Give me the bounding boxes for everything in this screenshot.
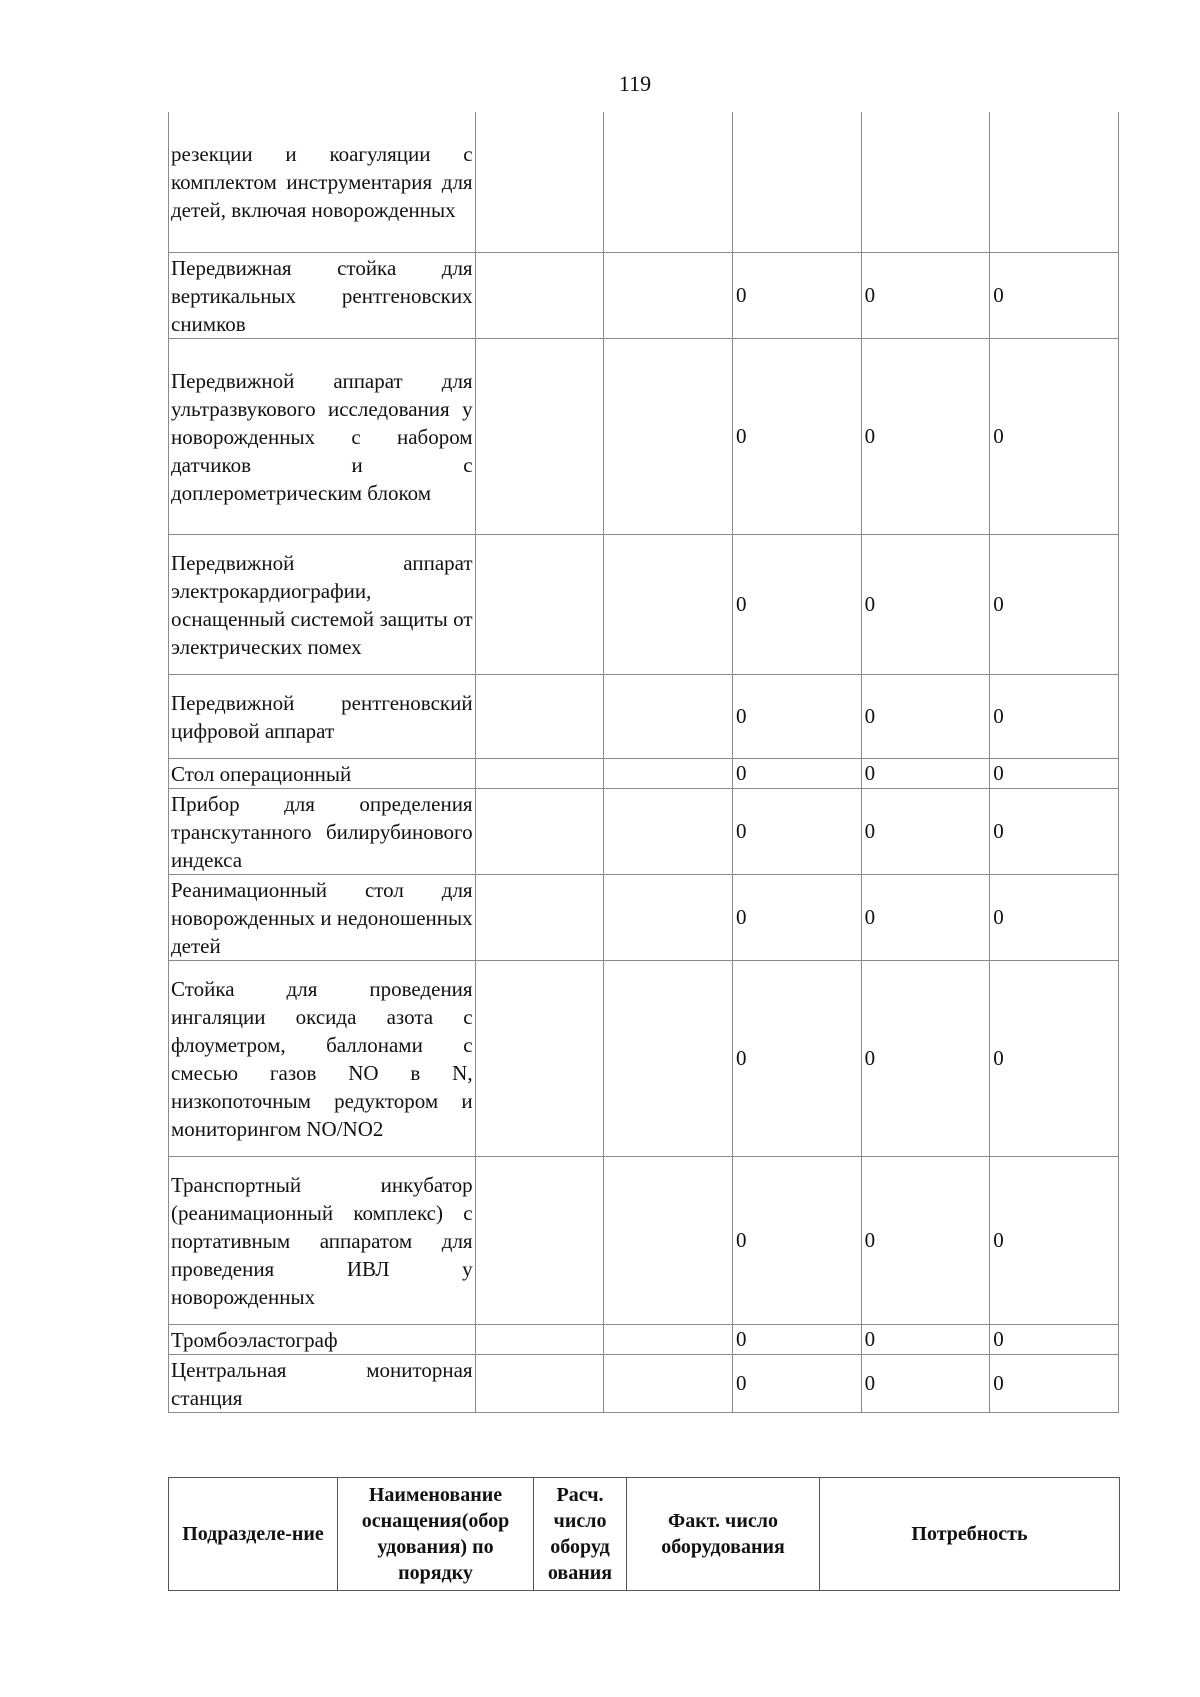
count-cell: 0 bbox=[861, 1354, 990, 1412]
header-subdivision: Подразделе-ние bbox=[169, 1478, 338, 1591]
count-cell: 0 bbox=[990, 758, 1119, 788]
column-header-table bbox=[168, 1477, 1120, 1591]
equipment-name: Передвижной аппарат для ультразвукового исследования у новорожденных с набором датчиков и с доплерометрическим блоком bbox=[169, 338, 476, 534]
empty-cell bbox=[604, 1324, 733, 1354]
count-cell bbox=[990, 112, 1119, 252]
count-cell: 0 bbox=[732, 874, 861, 960]
table-row bbox=[169, 534, 1119, 674]
header-need: Потребность bbox=[820, 1478, 1120, 1591]
equipment-name: Стойка для проведения ингаляции оксида азота с флоуметром, баллонами с смесью газов NO в N, низкопоточным редуктором и мониторингом NO/NO2 bbox=[169, 960, 476, 1156]
count-cell: 0 bbox=[861, 674, 990, 758]
empty-cell bbox=[475, 1156, 604, 1324]
empty-cell bbox=[475, 1354, 604, 1412]
count-cell: 0 bbox=[990, 534, 1119, 674]
table-row bbox=[169, 1156, 1119, 1324]
count-cell: 0 bbox=[861, 338, 990, 534]
empty-cell bbox=[475, 338, 604, 534]
count-cell: 0 bbox=[990, 252, 1119, 338]
equipment-name: Тромбоэластограф bbox=[169, 1324, 476, 1354]
empty-cell bbox=[475, 1324, 604, 1354]
empty-cell bbox=[604, 252, 733, 338]
count-cell: 0 bbox=[732, 758, 861, 788]
empty-cell bbox=[604, 1156, 733, 1324]
equipment-name: Передвижная стойка для вертикальных рентгеновских снимков bbox=[169, 252, 476, 338]
count-cell: 0 bbox=[732, 252, 861, 338]
count-cell: 0 bbox=[861, 788, 990, 874]
table-row bbox=[169, 1324, 1119, 1354]
empty-cell bbox=[604, 338, 733, 534]
equipment-name: Прибор для определения транскутанного билирубинового индекса bbox=[169, 788, 476, 874]
empty-cell bbox=[604, 112, 733, 252]
header-calculated-count: Расч. число оборуд ования bbox=[534, 1478, 627, 1591]
equipment-name: Стол операционный bbox=[169, 758, 476, 788]
count-cell: 0 bbox=[732, 338, 861, 534]
table-row bbox=[169, 960, 1119, 1156]
count-cell: 0 bbox=[732, 534, 861, 674]
empty-cell bbox=[604, 534, 733, 674]
table-row bbox=[169, 252, 1119, 338]
empty-cell bbox=[604, 788, 733, 874]
equipment-name: Передвижной аппарат электрокардиографии, оснащенный системой защиты от электрических помех bbox=[169, 534, 476, 674]
count-cell: 0 bbox=[732, 960, 861, 1156]
table-row bbox=[169, 1354, 1119, 1412]
count-cell: 0 bbox=[861, 960, 990, 1156]
equipment-name: резекции и коагуляции с комплектом инструментария для детей, включая новорожденных bbox=[169, 112, 476, 252]
count-cell bbox=[732, 112, 861, 252]
count-cell: 0 bbox=[990, 338, 1119, 534]
count-cell: 0 bbox=[990, 1324, 1119, 1354]
count-cell: 0 bbox=[990, 1354, 1119, 1412]
count-cell: 0 bbox=[861, 534, 990, 674]
table-row bbox=[169, 788, 1119, 874]
count-cell: 0 bbox=[861, 1156, 990, 1324]
count-cell: 0 bbox=[861, 874, 990, 960]
empty-cell bbox=[475, 112, 604, 252]
equipment-name: Передвижной рентгеновский цифровой аппарат bbox=[169, 674, 476, 758]
count-cell: 0 bbox=[732, 674, 861, 758]
equipment-name: Реанимационный стол для новорожденных и недоношенных детей bbox=[169, 874, 476, 960]
empty-cell bbox=[604, 960, 733, 1156]
page-number: 119 bbox=[618, 71, 652, 96]
empty-cell bbox=[475, 788, 604, 874]
count-cell: 0 bbox=[990, 788, 1119, 874]
count-cell bbox=[861, 112, 990, 252]
count-cell: 0 bbox=[861, 1324, 990, 1354]
empty-cell bbox=[475, 674, 604, 758]
table-row bbox=[169, 112, 1119, 252]
count-cell: 0 bbox=[990, 874, 1119, 960]
equipment-name: Центральная мониторная станция bbox=[169, 1354, 476, 1412]
empty-cell bbox=[604, 758, 733, 788]
count-cell: 0 bbox=[861, 758, 990, 788]
equipment-table bbox=[168, 112, 1119, 1413]
count-cell: 0 bbox=[732, 1354, 861, 1412]
empty-cell bbox=[475, 874, 604, 960]
count-cell: 0 bbox=[990, 674, 1119, 758]
table-row bbox=[169, 758, 1119, 788]
count-cell: 0 bbox=[732, 1324, 861, 1354]
equipment-name: Транспортный инкубатор (реанимационный комплекс) с портативным аппаратом для проведения ИВЛ у новорожденных bbox=[169, 1156, 476, 1324]
table-row bbox=[169, 874, 1119, 960]
empty-cell bbox=[475, 534, 604, 674]
empty-cell bbox=[475, 960, 604, 1156]
count-cell: 0 bbox=[732, 1156, 861, 1324]
empty-cell bbox=[604, 674, 733, 758]
empty-cell bbox=[604, 874, 733, 960]
count-cell: 0 bbox=[990, 1156, 1119, 1324]
empty-cell bbox=[475, 758, 604, 788]
count-cell: 0 bbox=[861, 252, 990, 338]
empty-cell bbox=[604, 1354, 733, 1412]
count-cell: 0 bbox=[732, 788, 861, 874]
header-row bbox=[169, 1478, 1120, 1591]
header-actual-count: Факт. число оборудования bbox=[627, 1478, 820, 1591]
empty-cell bbox=[475, 252, 604, 338]
table-row bbox=[169, 674, 1119, 758]
table-row bbox=[169, 338, 1119, 534]
count-cell: 0 bbox=[990, 960, 1119, 1156]
header-equipment-name: Наименование оснащения(обор удования) по порядку bbox=[338, 1478, 534, 1591]
